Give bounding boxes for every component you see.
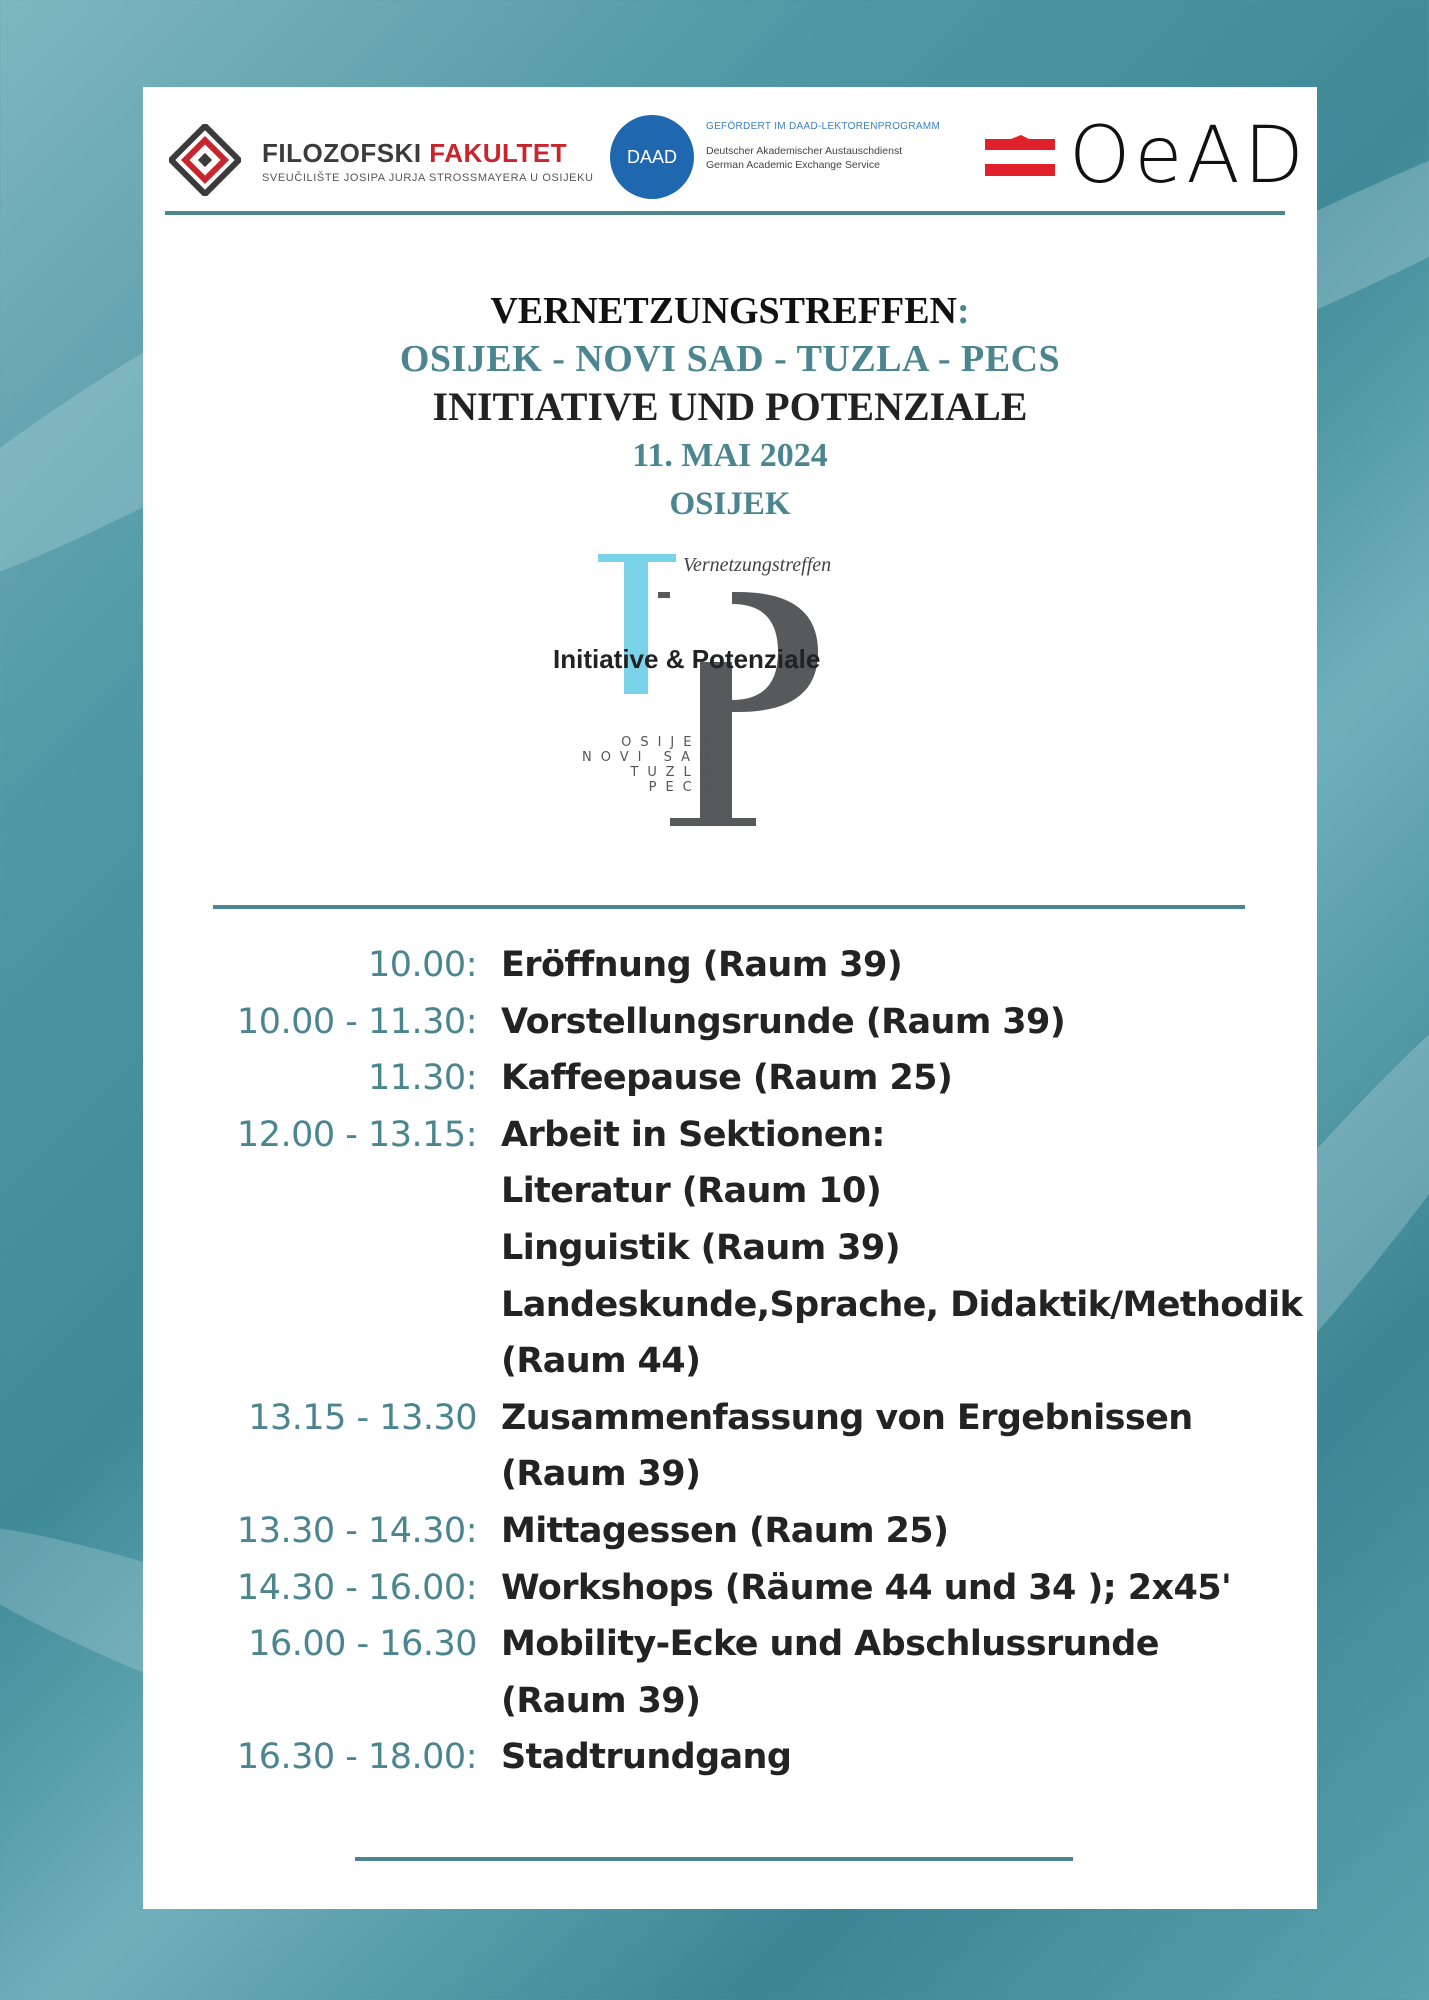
schedule-time: 10.00: — [368, 945, 477, 985]
event-heading — [143, 287, 1317, 527]
schedule-time: 12.00 - 13.15: — [236, 1114, 477, 1155]
schedule-activity: Kaffeepause (Raum 25) — [501, 1058, 953, 1099]
schedule-time: 14.30 - 16.00: — [236, 1567, 477, 1608]
ff-subtitle: SVEUČILIŠTE JOSIPA JURJA STROSSMAYERA U OSIJEKU — [262, 172, 594, 184]
schedule-row — [143, 1277, 1317, 1334]
emblem-script-title: Vernetzungstreffen — [683, 554, 832, 576]
heading-title: VERNETZUNGSTREFFEN: — [490, 290, 970, 332]
daad-name-en: German Academic Exchange Service — [706, 159, 880, 171]
daad-circle-icon: DAAD — [610, 115, 694, 199]
emblem-cities: OSIJEK NOVI SAD TUZLA PECS — [582, 735, 718, 795]
schedule-row — [143, 1333, 1317, 1390]
schedule-row — [143, 937, 1317, 994]
schedule-row — [143, 1729, 1317, 1786]
schedule-activity: Mobility-Ecke und Abschlussrunde — [501, 1624, 1159, 1665]
schedule-activity: Workshops (Räume 44 und 34 ); 2x45' — [501, 1567, 1232, 1608]
schedule-row — [143, 994, 1317, 1051]
schedule-time: 16.30 - 18.00: — [236, 1737, 477, 1778]
schedule-activity: Landeskunde,Sprache, Didaktik/Methodik — [501, 1284, 1303, 1325]
heading-subtitle: INITIATIVE UND POTENZIALE — [432, 384, 1028, 429]
schedule-activity: Vorstellungsrunde (Raum 39) — [501, 1001, 1066, 1042]
schedule-activity: Eröffnung (Raum 39) — [501, 945, 903, 985]
emblem-main-title: Initiative & Potenziale — [553, 644, 821, 674]
schedule-row — [143, 1050, 1317, 1107]
divider-middle — [213, 905, 1245, 909]
schedule-activity: Linguistik (Raum 39) — [501, 1227, 901, 1268]
schedule-time: 13.30 - 14.30: — [236, 1510, 477, 1551]
schedule-time: 13.15 - 13.30 — [248, 1397, 477, 1438]
divider-top — [165, 211, 1285, 215]
schedule-activity: Zusammenfassung von Ergebnissen — [501, 1397, 1193, 1438]
schedule-row — [143, 1616, 1317, 1673]
schedule-time: 16.00 - 16.30 — [248, 1624, 477, 1665]
oead-wordmark: OeAD — [1069, 111, 1308, 201]
schedule-activity: Arbeit in Sektionen: — [501, 1114, 885, 1155]
schedule-row — [143, 1560, 1317, 1617]
schedule-activity: Stadtrundgang — [501, 1737, 792, 1778]
ff-diamond-icon — [169, 124, 241, 196]
schedule-row — [143, 1446, 1317, 1503]
ip-emblem — [538, 542, 898, 842]
schedule-activity: (Raum 39) — [501, 1680, 701, 1721]
schedule-time: 10.00 - 11.30: — [236, 1001, 477, 1042]
oead-logo — [985, 111, 1308, 205]
schedule-activity: Mittagessen (Raum 25) — [501, 1510, 949, 1551]
schedule-row — [143, 1107, 1317, 1164]
sponsor-logos — [165, 107, 1308, 217]
event-date: 11. MAI 2024 — [632, 437, 828, 474]
divider-bottom — [355, 1857, 1073, 1861]
schedule-time: 11.30: — [368, 1058, 477, 1099]
daad-name-de: Deutscher Akademischer Austauschdienst — [706, 145, 903, 157]
austria-flag-icon — [985, 135, 1055, 179]
schedule-row — [143, 1390, 1317, 1447]
schedule-row — [143, 1503, 1317, 1560]
schedule-activity: (Raum 39) — [501, 1454, 701, 1495]
schedule-row — [143, 1220, 1317, 1277]
schedule-row — [143, 1163, 1317, 1220]
event-place: OSIJEK — [669, 486, 791, 522]
flyer-card — [143, 87, 1317, 1909]
schedule-row — [143, 1673, 1317, 1730]
ff-title: FILOZOFSKI FAKULTET — [262, 138, 568, 168]
daad-promo-text: GEFÖRDERT IM DAAD-LEKTORENPROGRAMM — [706, 121, 941, 132]
emblem-letter-p — [658, 592, 818, 832]
heading-cities: OSIJEK - NOVI SAD - TUZLA - PECS — [399, 338, 1061, 380]
schedule-activity: Literatur (Raum 10) — [501, 1171, 882, 1212]
filozofski-fakultet-logo — [165, 122, 594, 202]
schedule-activity: (Raum 44) — [501, 1341, 701, 1382]
daad-logo — [610, 115, 970, 210]
schedule — [143, 937, 1317, 1786]
